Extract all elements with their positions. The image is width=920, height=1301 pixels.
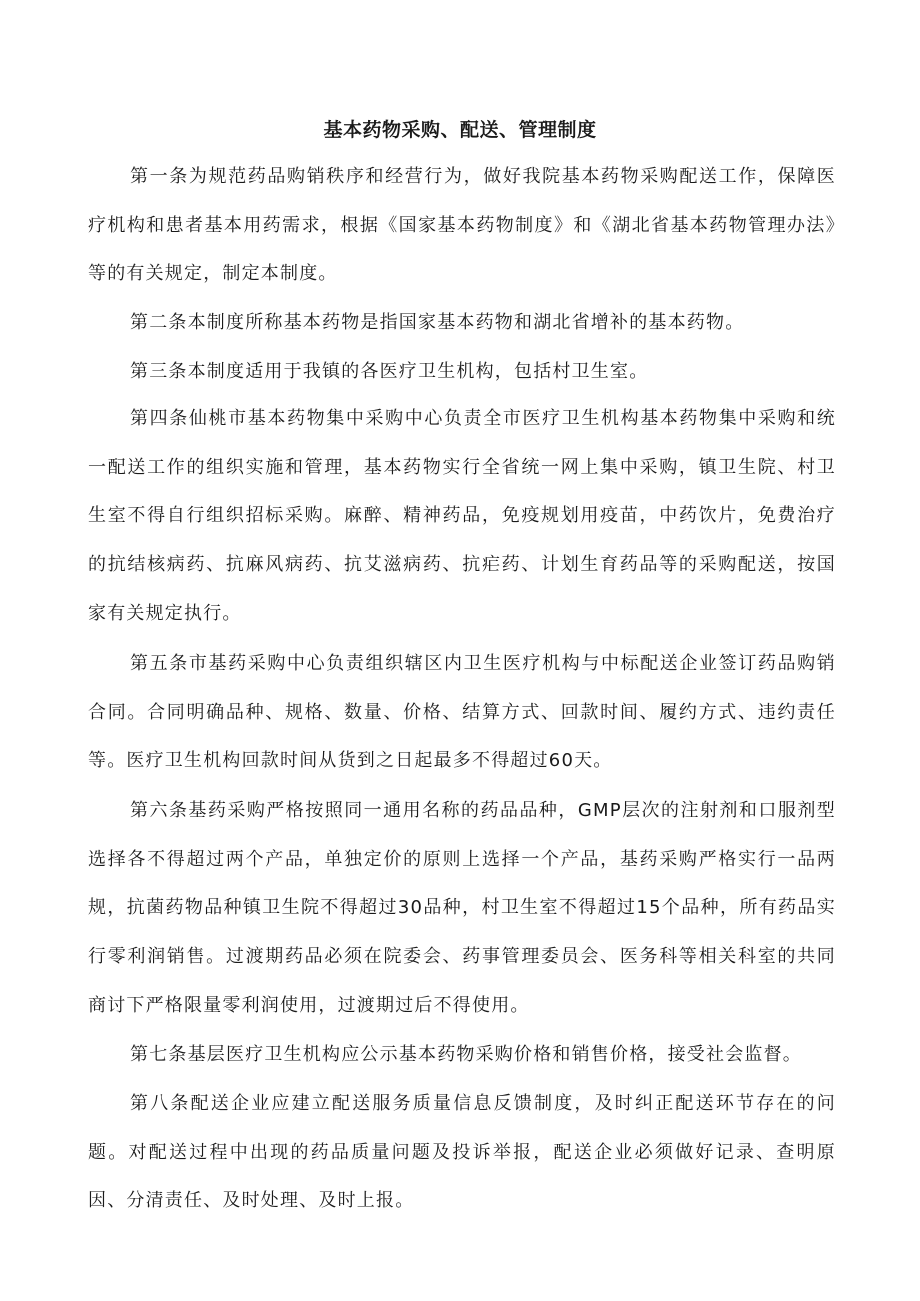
article-7-paragraph: 第七条基层医疗卫生机构应公示基本药物采购价格和销售价格，接受社会监督。: [130, 1044, 802, 1065]
document-title: 基本药物采购、配送、管理制度: [323, 119, 597, 141]
article-2-paragraph: 第二条本制度所称基本药物是指国家基本药物和湖北省增补的基本药物。: [130, 312, 745, 333]
article-6-paragraph: 第六条基药采购严格按照同一通用名称的药品品种，GMP层次的注射剂和口服剂型选择各不得超过两个产品，单独定价的原则上选择一个产品，基药采购严格实行一品两规，抗菌药物品种镇卫生院不得超过30品种，村卫生室不得超过15个品种，所有药品实行零利润销售。过渡期药品必须在院委会、药事管理委员会、医务科等相关科室的共同商讨下严格限量零利润使用，过渡期过后不得使用。: [88, 800, 836, 1016]
article-8-paragraph: 第八条配送企业应建立配送服务质量信息反馈制度，及时纠正配送环节存在的问题。对配送过程中出现的药品质量问题及投诉举报，配送企业必须做好记录、查明原因、分清责任、及时处理、及时上报。: [88, 1093, 836, 1212]
article-1-paragraph: 第一条为规范药品购销秩序和经营行为，做好我院基本药物采购配送工作，保障医疗机构和患者基本用药需求，根据《国家基本药物制度》和《湖北省基本药物管理办法》等的有关规定，制定本制度。: [88, 166, 836, 285]
article-5-paragraph: 第五条市基药采购中心负责组织辖区内卫生医疗机构与中标配送企业签订药品购销合同。合同明确品种、规格、数量、价格、结算方式、回款时间、履约方式、违约责任等。医疗卫生机构回款时间从货到之日起最多不得超过60天。: [88, 653, 836, 772]
article-3-paragraph: 第三条本制度适用于我镇的各医疗卫生机构，包括村卫生室。: [130, 361, 649, 382]
article-4-paragraph: 第四条仙桃市基本药物集中采购中心负责全市医疗卫生机构基本药物集中采购和统一配送工作的组织实施和管理，基本药物实行全省统一网上集中采购，镇卫生院、村卫生室不得自行组织招标采购。麻醉、精神药品，免疫规划用疫苗，中药饮片，免费治疗的抗结核病药、抗麻风病药、抗艾滋病药、抗疟药、计划生育药品等的采购配送，按国家有关规定执行。: [88, 408, 836, 624]
